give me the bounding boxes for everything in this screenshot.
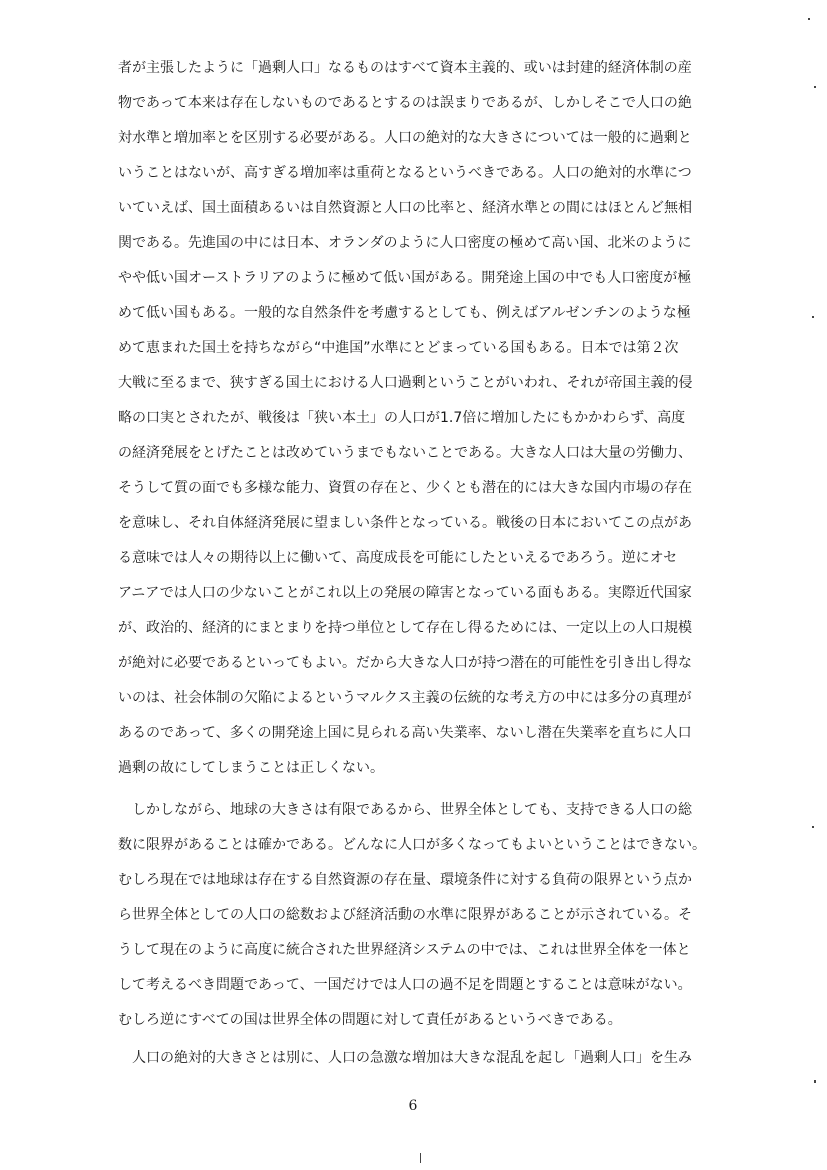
text-line: して考えるべき問題であって、一国だけでは人口の過不足を問題とすることは意味がない。 [118, 977, 692, 993]
text-line: そうして質の面でも多様な能力、資質の存在と、少くとも潜在的には大きな国内市場の存在 [118, 480, 692, 496]
text-line: しかしながら、地球の大きさは有限であるから、世界全体としても、支持できる人口の総 [118, 802, 692, 818]
text-line: うして現在のように高度に統合された世界経済システムの中では、これは世界全体を一体と [118, 942, 691, 958]
text-line: が絶対に必要であるといってもよい。だから大きな人口が持つ潜在的可能性を引き出し得な [118, 655, 692, 671]
text-line: 対水準と増加率とを区別する必要がある。人口の絶対的な大きさについては一般的に過剰と [118, 130, 692, 146]
scan-speck [420, 1153, 421, 1163]
text-line: 人口の絶対的大きさとは別に、人口の急激な増加は大きな混乱を起し「過剰人口」を生み [118, 1050, 692, 1066]
text-line: 過剰の故にしてしまうことは正しくない。 [118, 760, 384, 776]
text-line: る意味では人々の期待以上に働いて、高度成長を可能にしたといえるであろう。逆にオセ [118, 550, 678, 566]
text-line: 者が主張したように「過剰人口」なるものはすべて資本主義的、或いは封建的経済体制の産 [118, 60, 692, 76]
text-line: アニアでは人口の少ないことがこれ以上の発展の障害となっている面もある。実際近代国家 [118, 585, 692, 601]
scan-speck [812, 316, 814, 318]
text-line: の経済発展をとげたことは改めていうまでもないことである。大きな人口は大量の労働力、 [118, 445, 692, 461]
text-line: を意味し、それ自体経済発展に望ましい条件となっている。戦後の日本においてこの点があ [118, 515, 692, 531]
text-line: 大戦に至るまで、狭すぎる国土における人口過剰ということがいわれ、それが帝国主義的侵 [118, 375, 693, 391]
text-line: が、政治的、経済的にまとまりを持つ単位として存在し得るためには、一定以上の人口規模 [118, 620, 692, 636]
text-line: むしろ逆にすべての国は世界全体の問題に対して責任があるというべきである。 [118, 1012, 622, 1028]
text-line: いていえば、国土面積あるいは自然資源と人口の比率と、経済水準との間にはほとんど無相 [118, 200, 692, 216]
text-line: 数に限界があることは確かである。どんなに人口が多くなってもよいということはできない。 [118, 837, 706, 853]
text-line: めて恵まれた国土を持ちながら“中進国”水準にとどまっている国もある。日本では第２次 [118, 340, 679, 356]
text-line: 略の口実とされたが、戦後は「狭い本土」の人口が1.7倍に増加したにもかかわらず、高度 [118, 410, 686, 426]
text-line: いのは、社会体制の欠陥によるというマルクス主義の伝統的な考え方の中には多分の真理が [118, 690, 692, 706]
text-line: ら世界全体としての人口の総数および経済活動の水準に限界があることが示されている。そ [118, 907, 692, 923]
text-line: やや低い国オーストラリアのように極めて低い国がある。開発途上国の中でも人口密度が極 [118, 270, 692, 286]
scan-speck [814, 1080, 816, 1083]
scan-speck [814, 86, 816, 88]
text-line: めて低い国もある。一般的な自然条件を考慮するとしても、例えばアルゼンチンのような極 [118, 305, 691, 321]
scan-speck [812, 826, 814, 828]
text-line: むしろ現在では地球は存在する自然資源の存在量、環境条件に対する負荷の限界という点か [118, 872, 692, 888]
text-line: 物であって本来は存在しないものであるとするのは誤まりであるが、しかしそこで人口の絶 [118, 95, 692, 111]
scan-speck [808, 18, 810, 20]
page-number: 6 [408, 1098, 418, 1114]
text-line: 関である。先進国の中には日本、オランダのように人口密度の極めて高い国、北米のように [118, 235, 692, 251]
text-line: いうことはないが、高すぎる増加率は重荷となるというべきである。人口の絶対的水準につ [118, 165, 692, 181]
text-line: あるのであって、多くの開発途上国に見られる高い失業率、ないし潜在失業率を直ちに人口 [118, 725, 692, 741]
